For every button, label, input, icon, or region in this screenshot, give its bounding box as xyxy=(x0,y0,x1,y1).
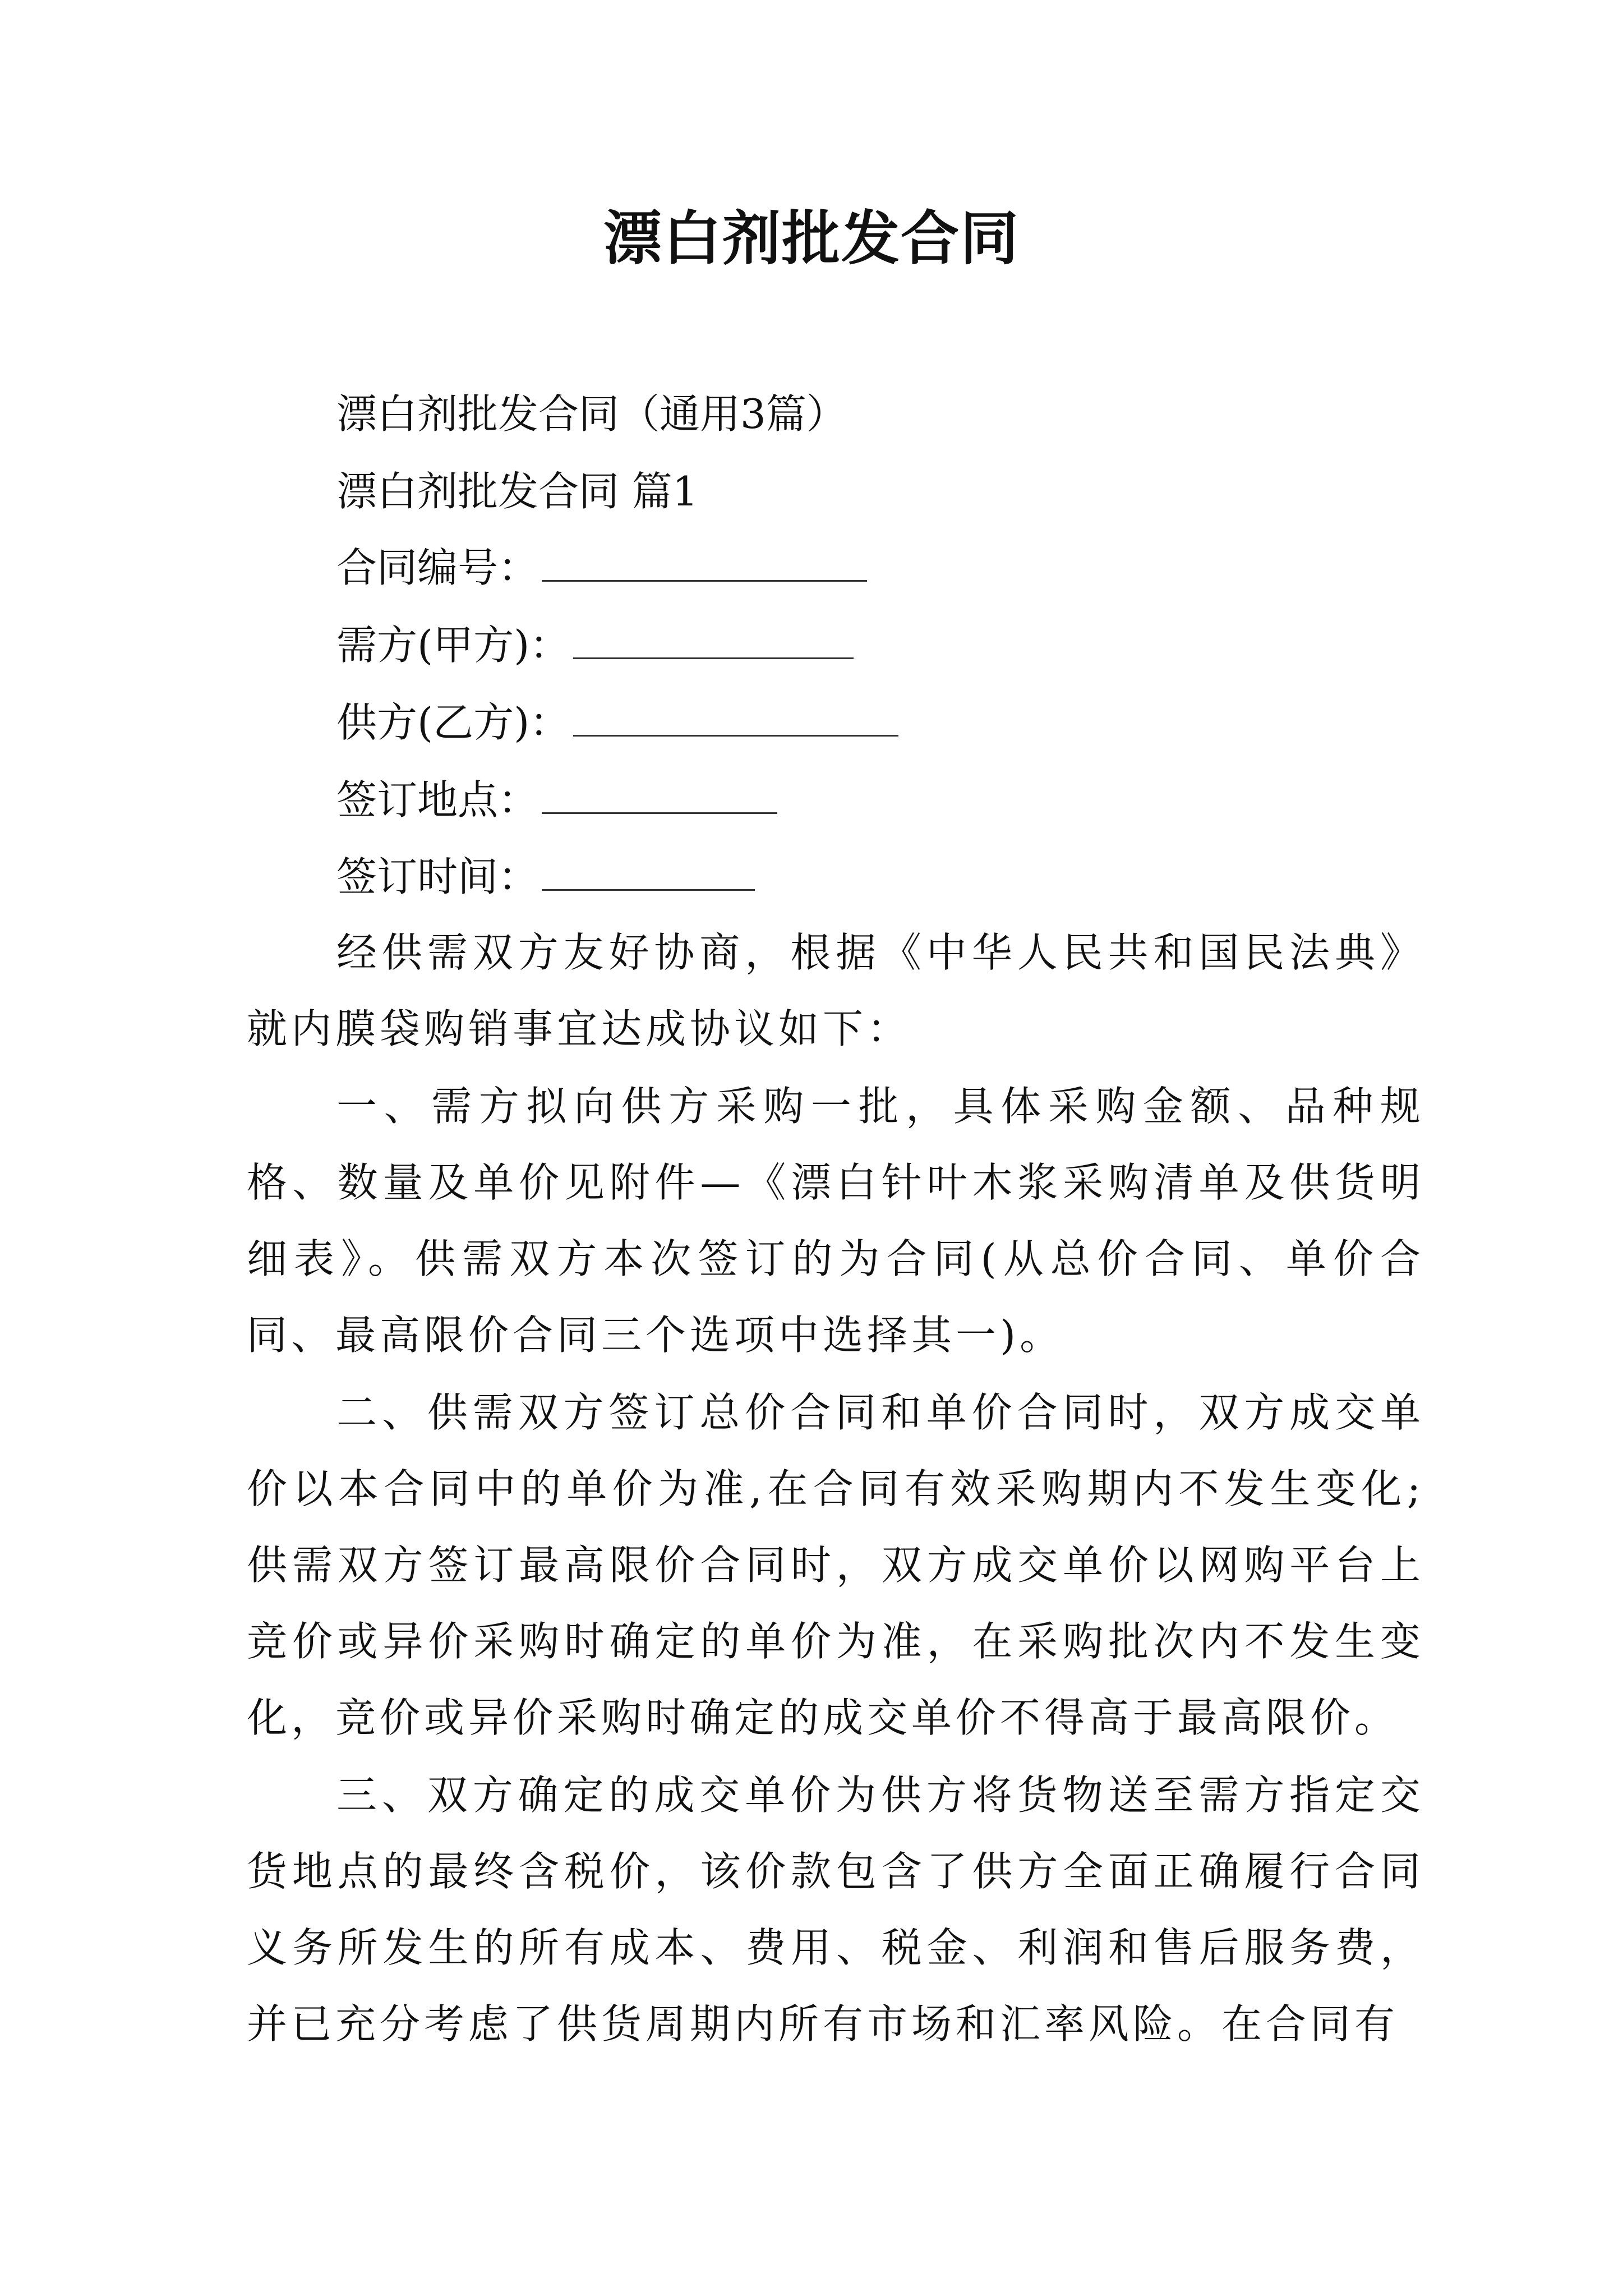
buyer-label: 需方(甲方)： xyxy=(336,622,570,669)
document-subtitle: 漂白剂批发合同（通用3篇） xyxy=(336,390,847,438)
signing-time-field xyxy=(336,850,755,904)
contract-number-field xyxy=(336,541,867,595)
signing-place-blank xyxy=(542,773,777,814)
signing-time-blank xyxy=(542,850,755,891)
paragraph-clause-2: 二、供需双方签订总价合同和单价合同时，双方成交单价以本合同中的单价为准,在合同有效采购期内不发生变化;供需双方签订最高限价合同时，双方成交单价以网购平台上竞价或异价采购时确定的单价为准，在采购批次内不发生变化，竞价或异价采购时确定的成交单价不得高于最高限价。 xyxy=(247,1389,1424,1741)
buyer-field xyxy=(336,618,854,672)
document-title: 漂白剂批发合同 xyxy=(603,204,1020,273)
signing-time-label: 签订时间： xyxy=(336,853,539,900)
signing-place-label: 签订地点： xyxy=(336,776,539,823)
seller-blank xyxy=(573,696,898,737)
part-heading: 漂白剂批发合同 篇1 xyxy=(336,468,698,515)
paragraph-clause-1: 一、需方拟向供方采购一批，具体采购金额、品种规格、数量及单价见附件—《漂白针叶木浆采购清单及供货明细表》。供需双方本次签订的为合同(从总价合同、单价合同、最高限价合同三个选项中选择其一)。 xyxy=(247,1083,1424,1359)
paragraph-clause-3: 三、双方确定的成交单价为供方将货物送至需方指定交货地点的最终含税价，该价款包含了供方全面正确履行合同义务所发生的所有成本、费用、税金、利润和售后服务费，并已充分考虑了供货周期内所有市场和汇率风险。在合同有 xyxy=(247,1772,1424,2047)
contract-number-label: 合同编号： xyxy=(336,544,539,591)
buyer-blank xyxy=(573,618,854,659)
signing-place-field xyxy=(336,773,777,827)
contract-number-blank xyxy=(542,541,867,582)
seller-field xyxy=(336,696,898,749)
paragraph-intro: 经供需双方友好协商，根据《中华人民共和国民法典》就内膜袋购销事宜达成协议如下： xyxy=(247,929,1424,1052)
seller-label: 供方(乙方)： xyxy=(336,699,570,746)
